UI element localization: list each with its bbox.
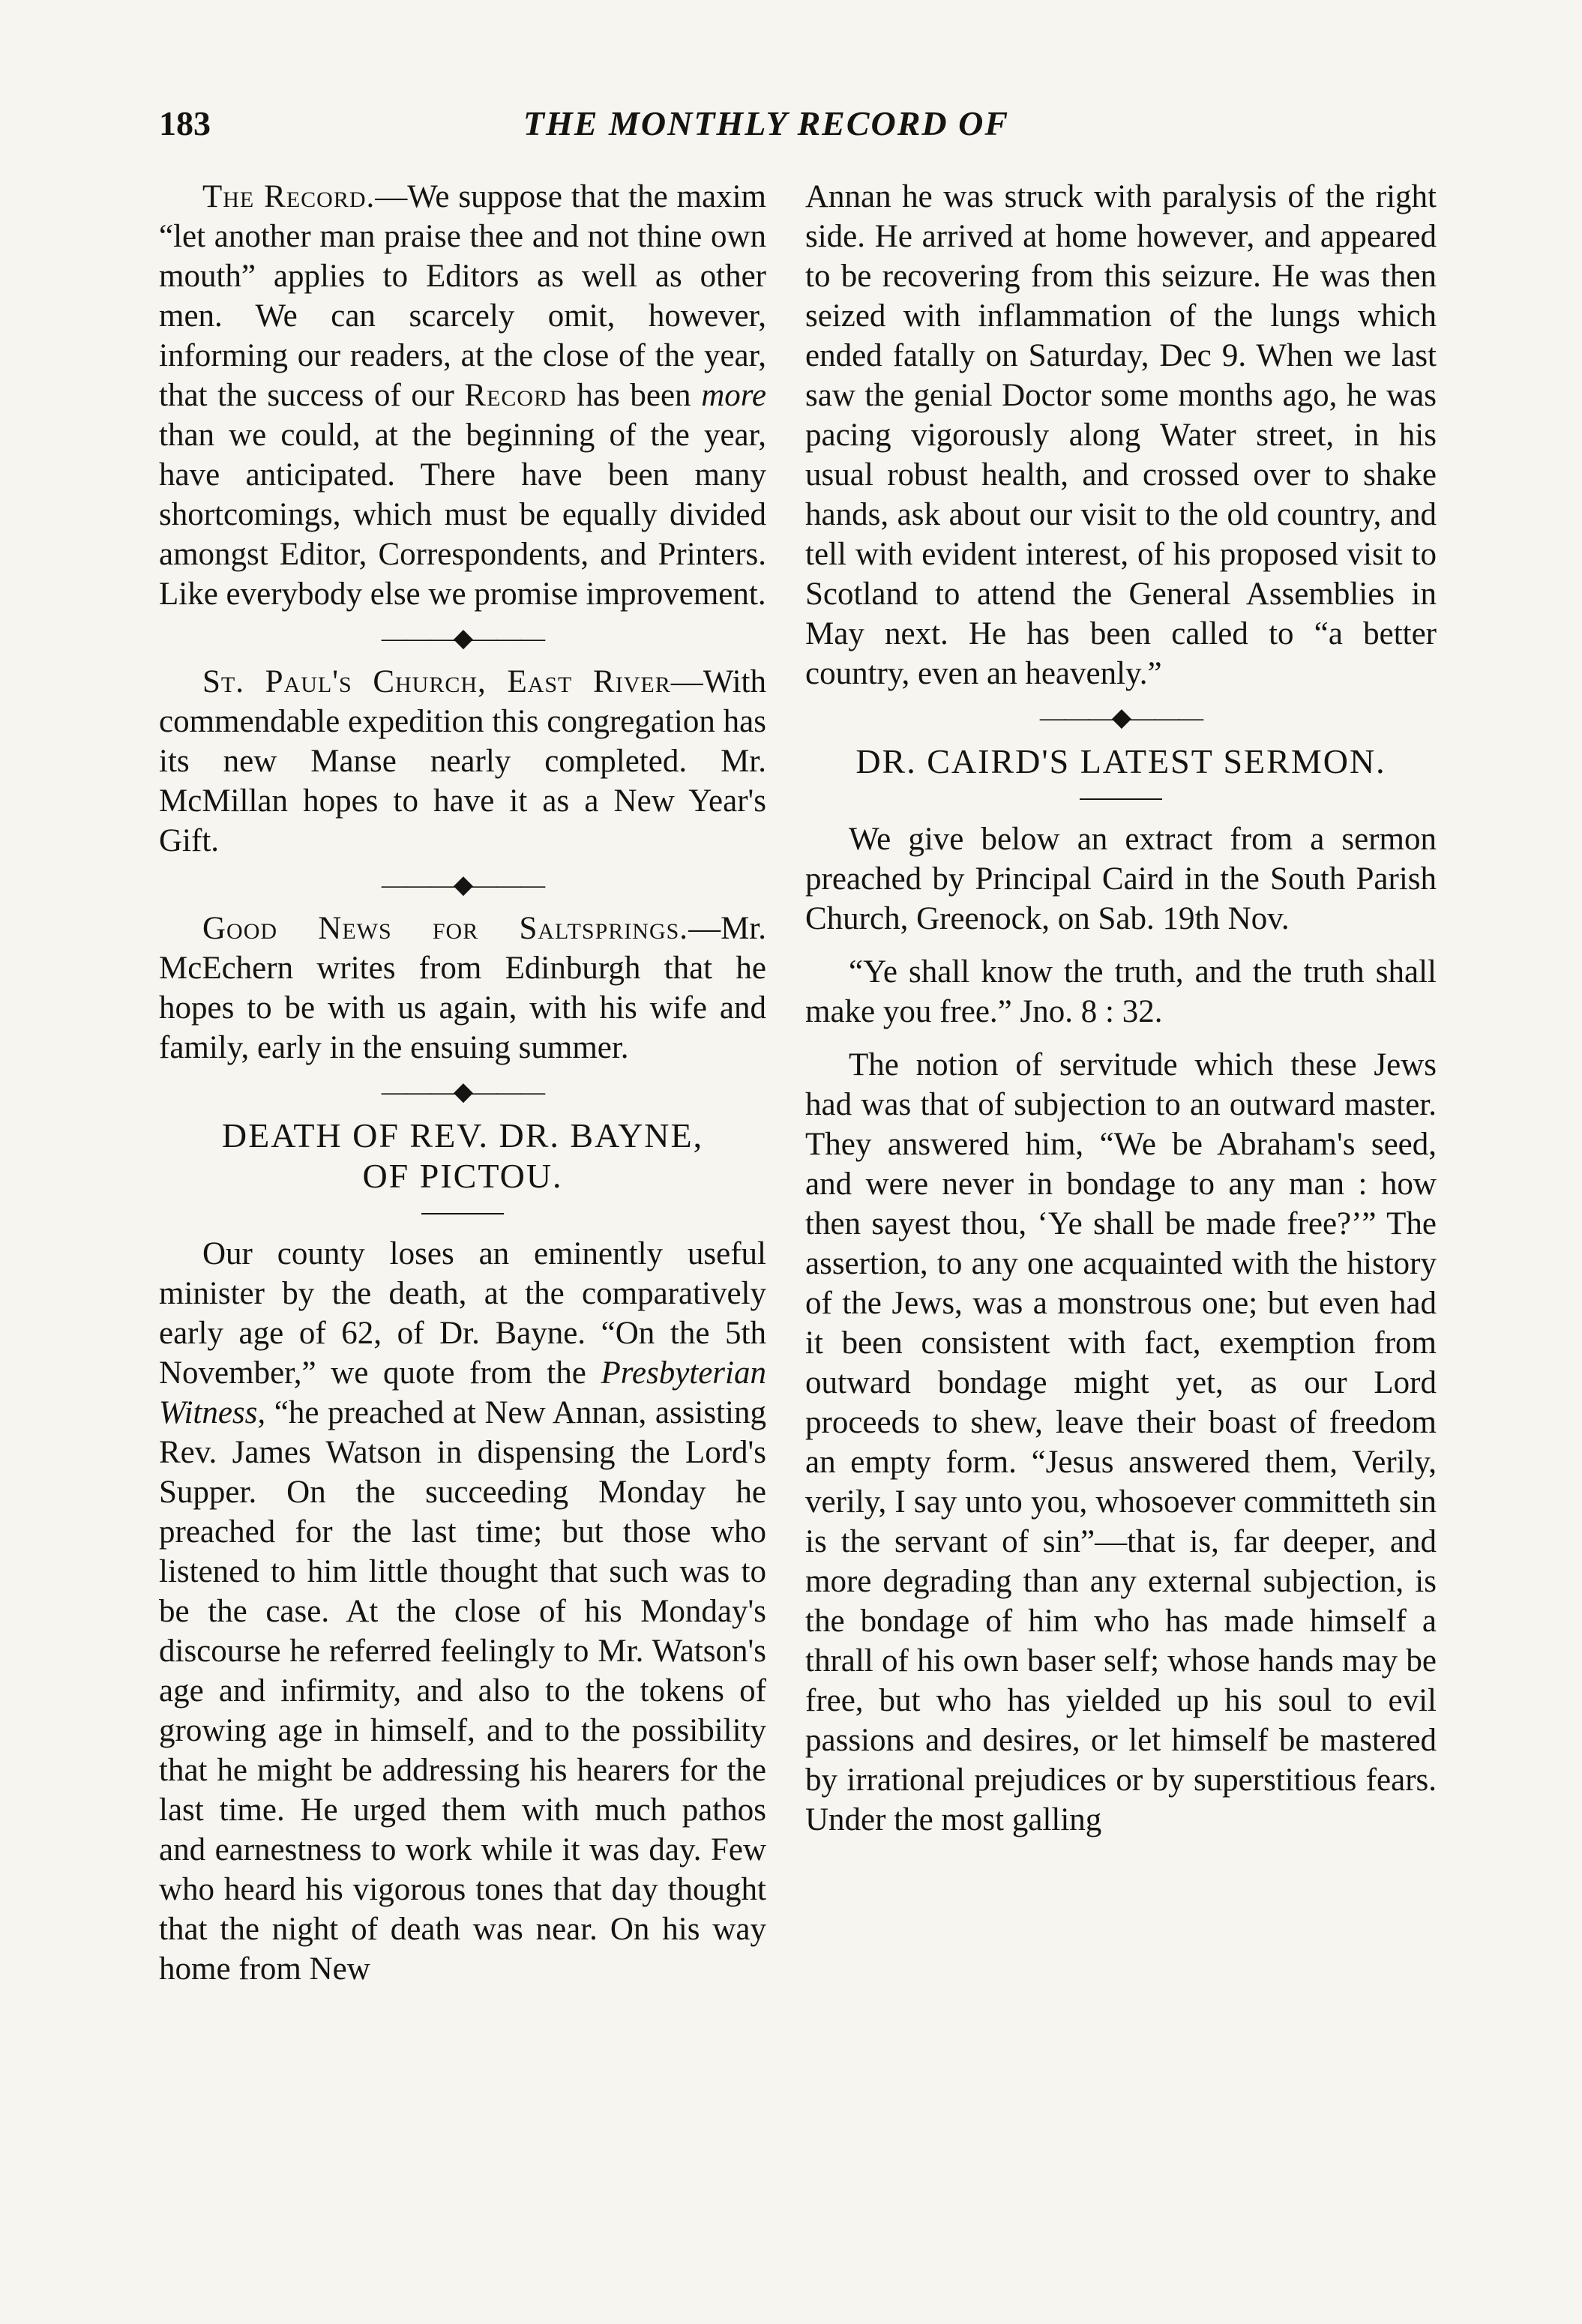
death-heading-line2: OF PICTOU. bbox=[362, 1157, 563, 1195]
death-heading-line1: DEATH OF REV. DR. BAYNE, bbox=[221, 1116, 704, 1155]
page-number: 183 bbox=[159, 104, 211, 142]
death-paragraph bbox=[159, 1234, 766, 1989]
record-more: more bbox=[701, 378, 766, 413]
sermon-text: “Ye shall know the truth, and the truth shall make you free.” Jno. 8 : 32. bbox=[805, 954, 1437, 1029]
sermon-heading: DR. CAIRD'S LATEST SERMON. bbox=[855, 742, 1386, 780]
record-word: Record bbox=[464, 378, 567, 413]
heading-rule bbox=[421, 1213, 504, 1214]
sermon-intro: We give below an extract from a sermon preached by Principal Caird in the South Parish Church, Greenock, on Sab. 19th Nov. bbox=[805, 822, 1437, 936]
stpauls-body: —With commendable expedition this congregation has its new Manse nearly completed. Mr. McMillan hopes to have it as a New Year's Gift. bbox=[159, 664, 766, 858]
stpauls-paragraph bbox=[159, 662, 766, 861]
heading-rule bbox=[1080, 798, 1162, 800]
stpauls-title: St. Paul's Church, East River bbox=[202, 664, 671, 699]
record-has-been: has been bbox=[566, 378, 702, 413]
death-source: Presbyterian Witness, bbox=[159, 1355, 766, 1430]
running-header bbox=[159, 103, 1464, 156]
section-ornament: ———◆——— bbox=[1039, 704, 1203, 732]
section-ornament: ———◆——— bbox=[381, 1078, 544, 1106]
saltsprings-title: Good News for Saltsprings. bbox=[202, 911, 689, 946]
death-body-start: Our county loses an eminently useful minister by the death, at the comparatively early age of 62, of Dr. Bayne. “On the 5th November,” we quote from the bbox=[159, 1236, 766, 1391]
record-body: —We suppose that the maxim “let another man praise thee and not thine own mouth” applies to Editors as well as other men. We can scarcely omit, however, informing our readers, at the close of the year, that the success of our bbox=[159, 179, 766, 413]
section-ornament: ———◆——— bbox=[381, 624, 544, 652]
death-continuation: Annan he was struck with paralysis of the right side. He arrived at home however, and appeared to be recovering from this seizure. He was then seized with inflammation of the lungs which ended fatally on Saturday, Dec 9. When we last saw the genial Doctor some months ago, he was pacing vigorously along Water street, in his usual robust health, and crossed over to shake hands, ask about our visit to the old country, and tell with evident interest, of his proposed visit to Scotland to attend the General Assemblies in May next. He has been called to “a better country, even an heavenly.” bbox=[805, 179, 1437, 691]
death-body-rest: “he preached at New Annan, assisting Rev. James Watson in dispensing the Lord's Supper. On the succeeding Monday he preached for the last time; but those who listened to him little thought that such was to be the case. At the close of his Monday's discourse he referred feelingly to Mr. Watson's age and infirmity, and also to the tokens of growing age in himself, and to the possibility that he might be addressing his hearers for the last time. He urged them with much pathos and earnestness to work while it was day. Few who heard his vigorous tones that day thought that the night of death was near. On his way home from New bbox=[159, 1395, 766, 1987]
record-title: The Record. bbox=[202, 179, 376, 214]
record-paragraph bbox=[159, 177, 766, 614]
right-column bbox=[805, 177, 1437, 1840]
section-ornament: ———◆——— bbox=[381, 871, 544, 899]
left-column bbox=[159, 177, 766, 1989]
death-heading bbox=[159, 1116, 766, 1196]
spacer bbox=[805, 939, 1437, 952]
saltsprings-paragraph bbox=[159, 909, 766, 1068]
record-rest: than we could, at the beginning of the year, have anticipated. There have been many shortcomings, which must be equally divided amongst Editor, Correspondents, and Printers. Like everybody else we promise improvement. bbox=[159, 418, 766, 612]
sermon-body: The notion of servitude which these Jews had was that of subjection to an outward master. They answered him, “We be Abraham's seed, and were never in bondage to any man : how then sayest thou, ‘Ye shall be made free?’” The assertion, to any one acquainted with the history of the Jews, was a monstrous one; but even had it been consistent with fact, exemption from outward bondage might yet, as our Lord proceeds to shew, leave their boast of freedom an empty form. “Jesus answered them, Verily, verily, I say unto you, whosoever committeth sin is the servant of sin”—that is, far deeper, and more degrading than any external subjection, is the bondage of him who has made himself a thrall of his own baser self; whose hands may be free, but who has yielded up his soul to evil passions and desires, or let himself be mastered by irrational prejudices or by superstitious fears. Under the most galling bbox=[805, 1047, 1437, 1837]
saltsprings-body: —Mr. McEchern writes from Edinburgh that he hopes to be with us again, with his wife and family, early in the ensuing summer. bbox=[159, 911, 766, 1065]
journal-title: THE MONTHLY RECORD OF bbox=[523, 104, 1010, 142]
spacer bbox=[805, 1032, 1437, 1045]
